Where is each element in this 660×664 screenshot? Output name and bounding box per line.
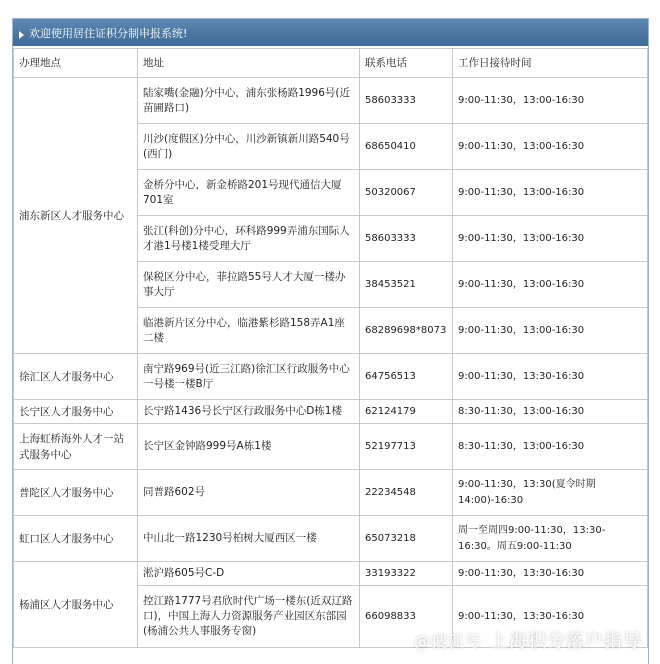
watermark [414, 627, 642, 653]
address-cell: 张江(科创)分中心，环科路999弄浦东国际人才港1号楼1楼受理大厅 [138, 216, 360, 262]
address-cell: 川沙(度假区)分中心，川沙新镇新川路540号(西门) [138, 124, 360, 170]
table-row [14, 400, 648, 424]
phone-cell: 68289698*8073 [360, 308, 453, 354]
sohu-logo-text: @搜狐号 [413, 631, 482, 651]
location-cell: 上海虹桥海外人才一站式服务中心 [14, 424, 138, 470]
location-cell: 普陀区人才服务中心 [14, 470, 138, 516]
table-row [14, 354, 648, 400]
hours-cell: 8:30-11:30，13:00-16:30 [453, 400, 648, 424]
phone-cell: 50320067 [360, 170, 453, 216]
address-cell: 中山北一路1230号柏树大厦西区一楼 [138, 516, 360, 562]
hours-cell: 9:00-11:30，13:30-16:30 [453, 354, 648, 400]
watermark-text: 上海积分落户指导 [490, 631, 642, 652]
address-cell: 长宁路1436号长宁区行政服务中心D栋1楼 [138, 400, 360, 424]
phone-cell: 62124179 [360, 400, 453, 424]
hours-cell: 9:00-11:30，13:30-16:30 [453, 562, 648, 586]
table-row [14, 516, 648, 562]
address-cell: 同普路602号 [138, 470, 360, 516]
phone-cell: 33193322 [360, 562, 453, 586]
location-cell: 杨浦区人才服务中心 [14, 562, 138, 648]
phone-cell: 68650410 [360, 124, 453, 170]
location-cell: 徐汇区人才服务中心 [14, 354, 138, 400]
address-cell: 金桥分中心，新金桥路201号现代通信大厦701室 [138, 170, 360, 216]
service-center-table [13, 48, 648, 648]
table-row [14, 470, 648, 516]
address-cell: 保税区分中心，菲拉路55号人才大厦一楼办事大厅 [138, 262, 360, 308]
hours-cell: 9:00-11:30，13:00-16:30 [453, 78, 648, 124]
column-header-phone: 联系电话 [360, 49, 453, 78]
table-header-row [14, 49, 648, 78]
table-row [14, 424, 648, 470]
hours-cell: 9:00-11:30，13:00-16:30 [453, 216, 648, 262]
hours-cell: 8:30-11:30，13:00-16:30 [453, 424, 648, 470]
column-header-hours: 工作日接待时间 [453, 49, 648, 78]
hours-cell: 9:00-11:30，13:30-16:30 [453, 586, 648, 648]
address-cell: 长宁区金钟路999号A栋1楼 [138, 424, 360, 470]
phone-cell: 58603333 [360, 216, 453, 262]
table-row [14, 562, 648, 586]
phone-cell: 66098833 [360, 586, 453, 648]
column-header-address: 地址 [138, 49, 360, 78]
welcome-title: 欢迎使用居住证积分制申报系统! [29, 26, 188, 40]
address-cell: 淞沪路605号C-D [138, 562, 360, 586]
hours-cell: 9:00-11:30，13:00-16:30 [453, 308, 648, 354]
address-cell: 南宁路969号(近三江路)徐汇区行政服务中心一号楼一楼B厅 [138, 354, 360, 400]
location-cell: 长宁区人才服务中心 [14, 400, 138, 424]
column-header-location: 办理地点 [14, 49, 138, 78]
address-cell: 陆家嘴(金融)分中心，浦东张杨路1996号(近苗圃路口) [138, 78, 360, 124]
page-frame [12, 18, 649, 664]
table-row [14, 78, 648, 124]
welcome-banner [13, 19, 648, 46]
arrow-right-icon [19, 31, 24, 39]
location-cell: 虹口区人才服务中心 [14, 516, 138, 562]
hours-cell: 9:00-11:30，13:00-16:30 [453, 170, 648, 216]
phone-cell: 22234548 [360, 470, 453, 516]
hours-cell: 周一至周四9:00-11:30，13:30-16:30。周五9:00-11:30 [453, 516, 648, 562]
address-cell: 临港新片区分中心，临港紫杉路158弄A1座二楼 [138, 308, 360, 354]
hours-cell: 9:00-11:30，13:00-16:30 [453, 124, 648, 170]
hours-cell: 9:00-11:30，13:00-16:30 [453, 262, 648, 308]
phone-cell: 38453521 [360, 262, 453, 308]
phone-cell: 64756513 [360, 354, 453, 400]
phone-cell: 65073218 [360, 516, 453, 562]
phone-cell: 58603333 [360, 78, 453, 124]
hours-cell: 9:00-11:30，13:30(夏令时期14:00)-16:30 [453, 470, 648, 516]
phone-cell: 52197713 [360, 424, 453, 470]
location-cell: 浦东新区人才服务中心 [14, 78, 138, 354]
address-cell: 控江路1777号君欣时代广场一楼东(近双辽路口)，中国上海人力资源服务产业园区东部园(杨浦公共人事服务专窗) [138, 586, 360, 648]
